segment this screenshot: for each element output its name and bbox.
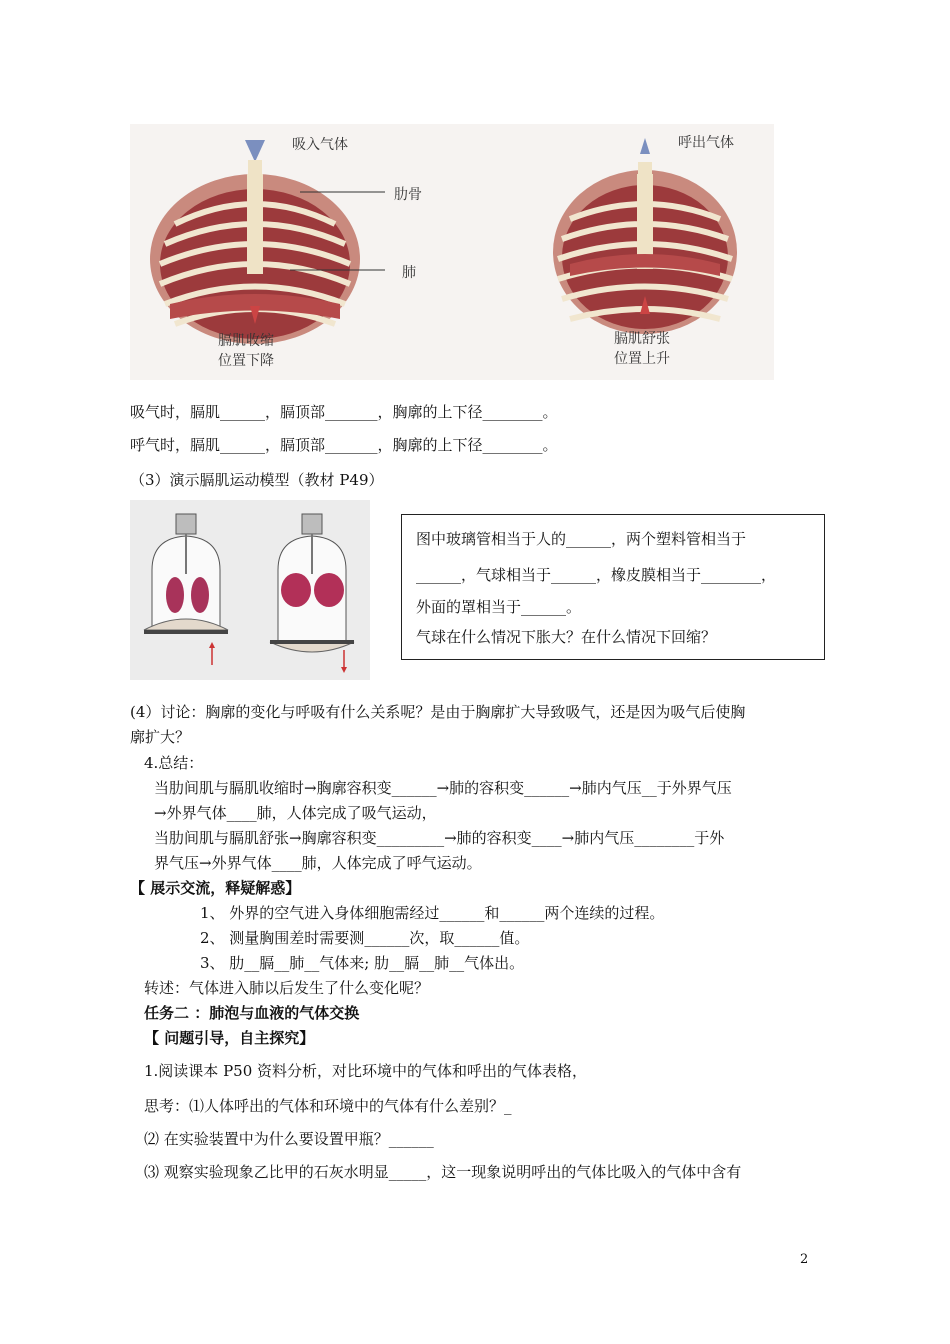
transition-text: 转述：气体进入肺以后发生了什么变化呢？ — [144, 979, 430, 997]
summary-heading: 4.总结： — [144, 754, 204, 772]
exhale-question: 呼气时，膈肌______，膈顶部_______，胸廓的上下径________。 — [130, 436, 558, 454]
summary-line-1: 当肋间肌与膈肌收缩时→胸廓容积变______→肺的容积变______→肺内气压__于外界气压 — [154, 779, 732, 797]
summary-line-3: 当肋间肌与膈肌舒张→胸廓容积变_________→肺的容积变____→肺内气压________于外 — [154, 829, 725, 847]
model-question-box — [401, 514, 825, 660]
lung-label: 肺 — [402, 265, 416, 281]
show-item-3: 3、 肋__膈__肺__气体来; 肋__膈__肺__气体出。 — [200, 954, 525, 972]
exhale-arrow-icon — [640, 138, 650, 154]
task2-heading: 任务二 ：肺泡与血液的气体交换 — [144, 1004, 360, 1022]
bell-jar-illustration — [130, 500, 370, 680]
diaphragm-contract-label-2: 位置下降 — [218, 353, 274, 369]
show-item-1: 1、 外界的空气进入身体细胞需经过______和______两个连续的过程。 — [200, 904, 665, 922]
page-number: 2 — [800, 1252, 809, 1267]
exhale-label: 呼出气体 — [678, 135, 734, 151]
show-item-2: 2、 测量胸围差时需要测______次，取______值。 — [200, 929, 530, 947]
task2-q1: 1.阅读课本 P50 资料分析，对比环境中的气体和呼出的气体表格， — [144, 1062, 588, 1080]
rib-cage-figure — [130, 124, 774, 380]
inhale-label: 吸入气体 — [292, 137, 348, 153]
inhale-arrow-icon — [245, 140, 265, 162]
bell-jar-model-figure — [130, 500, 370, 680]
task2-think: 思考：⑴人体呼出的气体和环境中的气体有什么差别？_ — [144, 1097, 512, 1115]
task2-q3: ⑶ 观察实验现象乙比甲的石灰水明显_____，这一现象说明呼出的气体比吸入的气体中含有 — [144, 1163, 742, 1181]
diaphragm-relax-label-1: 膈肌舒张 — [614, 331, 670, 347]
task2-guide: 【 问题引导，自主探究】 — [144, 1029, 315, 1047]
bell-jar-inhale — [270, 514, 354, 673]
diaphragm-relax-label-2: 位置上升 — [614, 351, 670, 367]
summary-line-4: 界气压→外界气体____肺，人体完成了呼气运动。 — [154, 854, 482, 872]
box-line-1: 图中玻璃管相当于人的______，两个塑料管相当于 — [416, 530, 747, 548]
diaphragm-contract-label-1: 膈肌收缩 — [218, 333, 274, 349]
inhale-question: 吸气时，膈肌______，膈顶部_______，胸廓的上下径________。 — [130, 403, 558, 421]
demo-heading: （3）演示膈肌运动模型（教材 P49） — [130, 471, 384, 489]
show-heading: 【 展示交流，释疑解惑】 — [130, 879, 301, 897]
task2-q2: ⑵ 在实验装置中为什么要设置甲瓶？______ — [144, 1130, 434, 1148]
box-line-3: 外面的罩相当于______。 — [416, 598, 582, 616]
box-line-2: ______，气球相当于______，橡皮膜相当于________， — [416, 566, 777, 584]
discussion-line-1: (4）讨论：胸廓的变化与呼吸有什么关系呢？是由于胸廓扩大导致吸气，还是因为吸气后使胸 — [130, 703, 746, 721]
rib-label: 肋骨 — [394, 187, 422, 203]
discussion-line-2: 廓扩大？ — [130, 728, 191, 746]
box-line-4: 气球在什么情况下胀大？在什么情况下回缩？ — [416, 628, 717, 646]
bell-jar-exhale — [144, 514, 228, 665]
summary-line-2: →外界气体____肺，人体完成了吸气运动， — [154, 804, 437, 822]
